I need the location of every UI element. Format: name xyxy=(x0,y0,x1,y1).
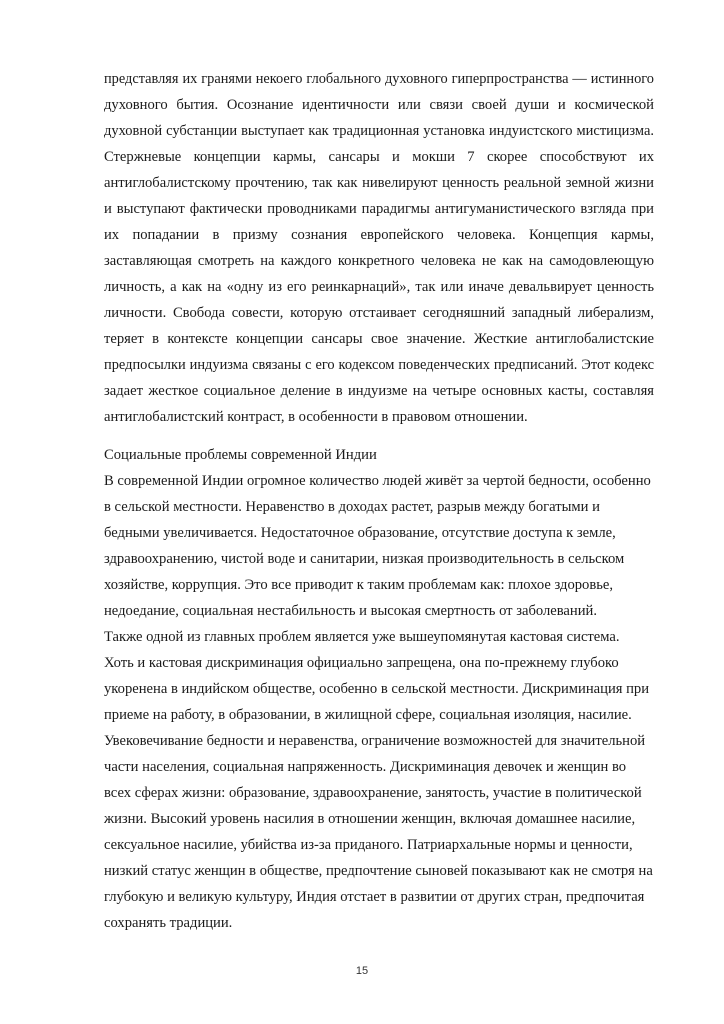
text-line: заставляющая смотреть на каждого конкретного человека не как на самодовлеющую xyxy=(104,253,654,269)
text-line: задает жесткое социальное деление в индуизме на четыре основных касты, составляя xyxy=(104,383,654,399)
text-line: Увековечивание бедности и неравенства, ограничение возможностей для значительной xyxy=(104,733,646,749)
paragraph-karma-samsara xyxy=(104,66,654,430)
text-line: теряет в контексте концепции сансары свое значение. Жесткие антиглобалистские xyxy=(104,331,654,347)
text-line: предпосылки индуизма связаны с его кодексом поведенческих предписаний. Этот кодекс xyxy=(104,357,654,373)
text-line: бедными увеличивается. Недостаточное образование, отсутствие доступа к земле, xyxy=(104,525,616,541)
section-heading xyxy=(104,442,654,468)
text-line: сексуальное насилие, убийства из-за приданого. Патриархальные нормы и ценности, xyxy=(104,837,633,853)
text-line: хозяйстве, коррупция. Это все приводит к таким проблемам как: плохое здоровье, xyxy=(104,577,614,593)
text-line: представляя их гранями некоего глобального духовного гиперпространства — истинного xyxy=(104,71,654,87)
text-line: В современной Индии огромное количество людей живёт за чертой бедности, особенно xyxy=(104,473,651,489)
text-line: Также одной из главных проблем является уже вышеупомянутая кастовая система. xyxy=(104,629,620,645)
text-line: части населения, социальная напряженность. Дискриминация девочек и женщин во xyxy=(104,759,627,775)
text-line: и выступают фактически проводниками парадигмы антигуманистического взгляда при xyxy=(104,201,654,217)
text-line: духовной субстанции выступает как традиционная установка индуистского мистицизма. xyxy=(104,123,654,139)
text-line: жизни. Высокий уровень насилия в отношении женщин, включая домашнее насилие, xyxy=(104,811,636,827)
text-line: здравоохранению, чистой воде и санитарии, низкая производительность в сельском xyxy=(104,551,625,567)
text-line: глубокую и великую культуру, Индия отстает в развитии от других стран, предпочитая xyxy=(104,889,645,905)
text-line: Хоть и кастовая дискриминация официально запрещена, она по-прежнему глубоко xyxy=(104,655,619,671)
section-heading-text: Социальные проблемы современной Индии xyxy=(104,447,377,463)
text-line: укоренена в индийском обществе, особенно в сельской местности. Дискриминация при xyxy=(104,681,650,697)
text-line: личности. Свобода совести, которую отстаивает сегодняшний западный либерализм, xyxy=(104,305,654,321)
text-line: Стержневые концепции кармы, сансары и мокши 7 скорее способствуют их xyxy=(104,149,654,165)
text-line: низкий статус женщин в обществе, предпочтение сыновей показывают как не смотря на xyxy=(104,863,653,879)
text-line: недоедание, социальная нестабильность и высокая смертность от заболеваний. xyxy=(104,603,597,619)
page-number: 15 xyxy=(355,965,369,977)
text-line: их попадании в призму сознания европейского человека. Концепция кармы, xyxy=(104,227,654,243)
text-line: всех сферах жизни: образование, здравоохранение, занятость, участие в политической xyxy=(104,785,642,801)
text-line: в сельской местности. Неравенство в доходах растет, разрыв между богатыми и xyxy=(104,499,600,515)
text-line: сохранять традиции. xyxy=(104,915,233,931)
text-line: антиглобалистский контраст, в особенности в правовом отношении. xyxy=(104,409,528,425)
text-line: личность, а как на «одну из его реинкарнаций», так или иначе девальвирует ценность xyxy=(104,279,654,295)
paragraph-social-problems xyxy=(104,468,654,936)
text-line: приеме на работу, в образовании, в жилищной сфере, социальная изоляция, насилие. xyxy=(104,707,632,723)
text-line: духовного бытия. Осознание идентичности или связи своей души и космической xyxy=(104,97,654,113)
text-line: антиглобалистскому прочтению, так как нивелируют ценность реальной земной жизни xyxy=(104,175,654,191)
